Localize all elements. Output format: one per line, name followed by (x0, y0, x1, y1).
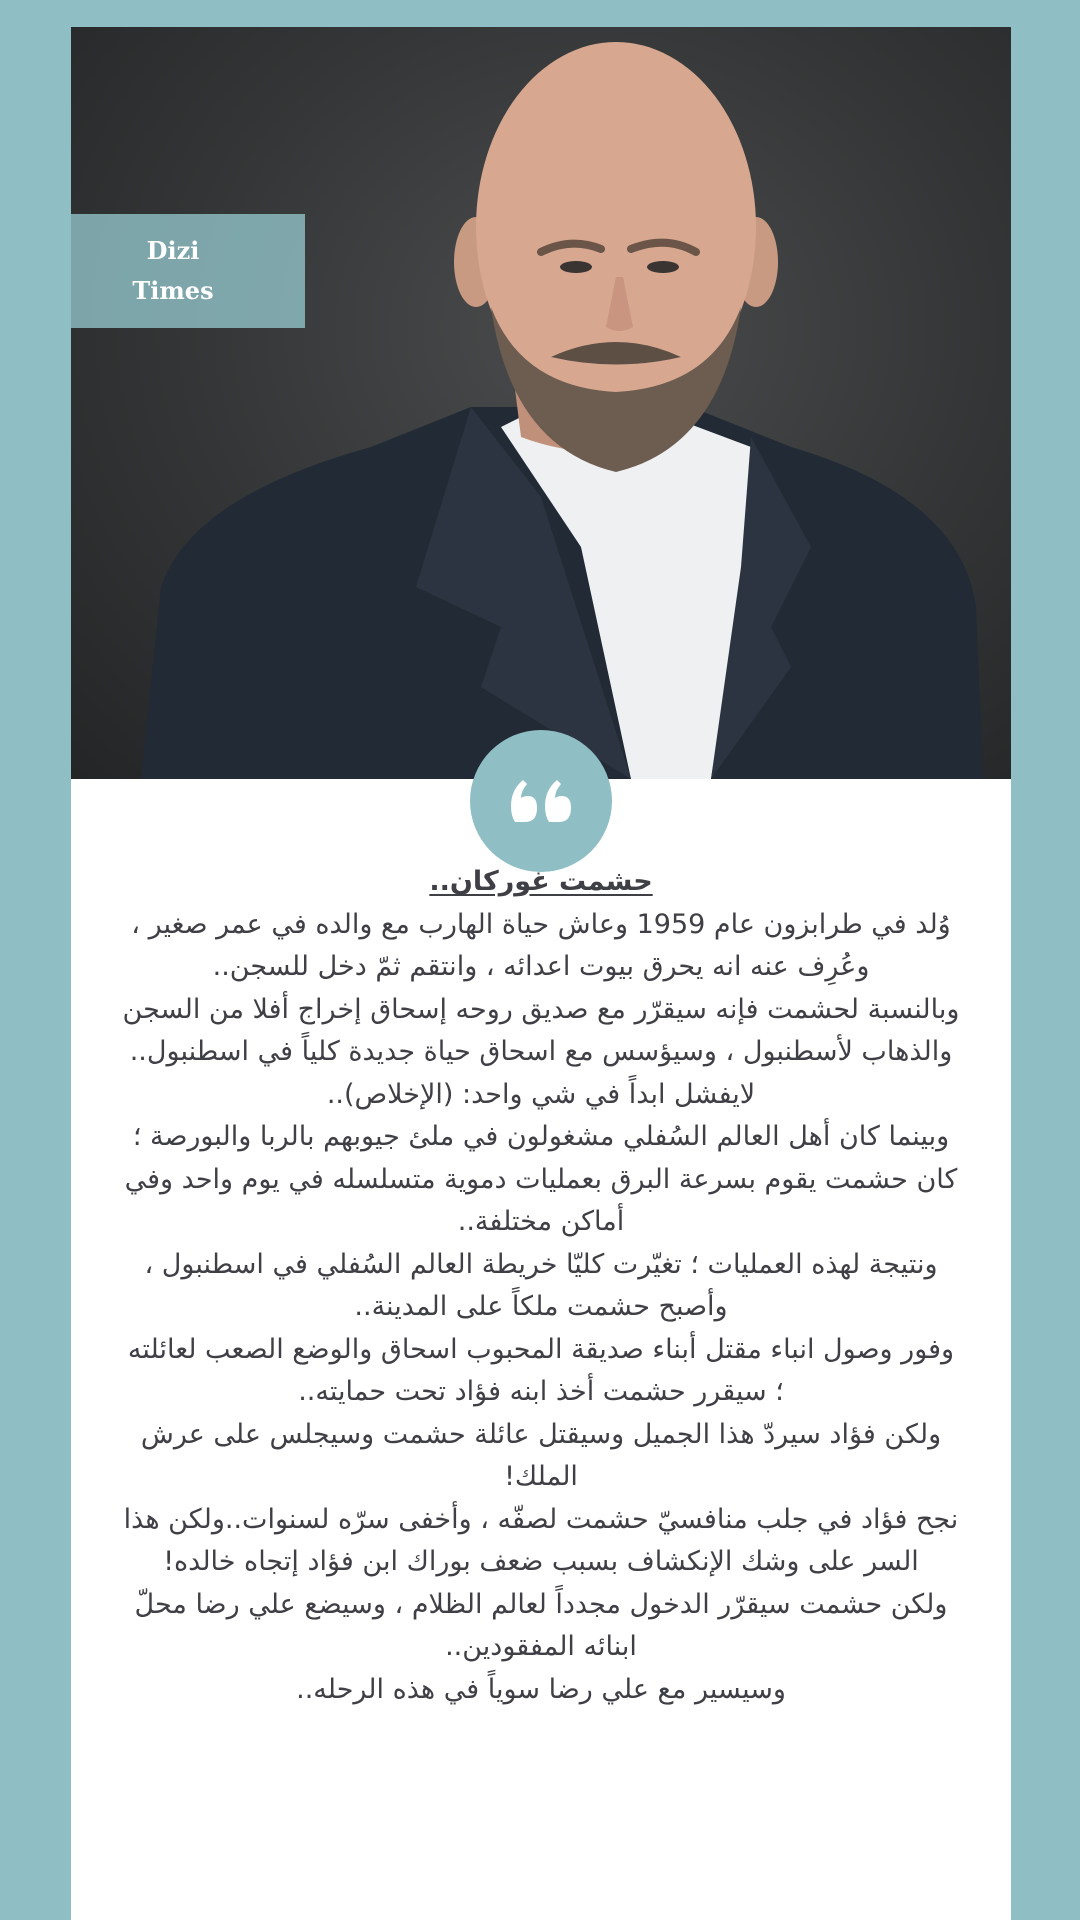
article-paragraph: وبينما كان أهل العالم السُفلي مشغولون في ملئ جيوبهم بالربا والبورصة ؛ كان حشمت يقوم بسرعة البرق بعمليات دموية متسلسله في يوم واحد وفي أماكن مختلفة.. (124, 1121, 958, 1237)
logo-line-2: Times (132, 276, 214, 305)
article-paragraph: لايفشل ابداً في شي واحد: (الإخلاص).. (326, 1078, 756, 1110)
article-paragraph: وسيسير مع علي رضا سوياً في هذه الرحله.. (296, 1673, 786, 1705)
article-paragraph: نجح فؤاد في جلب منافسيّ حشمت لصفّه ، وأخفى سرّه لسنوات..ولكن هذا السر على وشك الإنكشاف بسبب ضعف بوراك ابن فؤاد إتجاه خالده! (123, 1503, 959, 1577)
article-paragraph: ونتيجة لهذه العمليات ؛ تغيّرت كليّا خريطة العالم السُفلي في اسطنبول ، وأصبح حشمت ملكاً على المدينة.. (144, 1248, 938, 1322)
article-paragraph: ولكن حشمت سيقرّر الدخول مجدداً لعالم الظلام ، وسيضع علي رضا محلّ ابنائه المفقودين.. (134, 1588, 948, 1662)
article-paragraph: وفور وصول انباء مقتل أبناء صديقة المحبوب اسحاق والوضع الصعب لعائلته ؛ سيقرر حشمت أخذ ابنه فؤاد تحت حمايته.. (127, 1333, 955, 1407)
article-body (121, 861, 961, 1711)
logo-line-1: Dizi (146, 236, 200, 265)
portrait-photo (71, 27, 1011, 779)
article-paragraph: وُلد في طرابزون عام 1959 وعاش حياة الهارب مع والده في عمر صغير ، وعُرِف عنه انه يحرق بيوت اعدائه ، وانتقم ثمّ دخل للسجن.. (131, 908, 951, 982)
quote-badge (470, 730, 612, 872)
dizi-times-logo (71, 214, 305, 328)
article-paragraph: وبالنسبة لحشمت فإنه سيقرّر مع صديق روحه إسحاق إخراج أفلا من السجن والذهاب لأسطنبول ، وسيؤسس مع اسحاق حياة جديدة كلياً في اسطنبول.. (122, 993, 960, 1067)
article-paragraph: ولكن فؤاد سيردّ هذا الجميل وسيقتل عائلة حشمت وسيجلس على عرش الملك! (140, 1418, 942, 1492)
portrait-illustration (71, 27, 1011, 779)
quote-icon (511, 778, 571, 824)
article-title: حشمت غوركان.. (429, 866, 653, 897)
article-card (71, 27, 1011, 1920)
